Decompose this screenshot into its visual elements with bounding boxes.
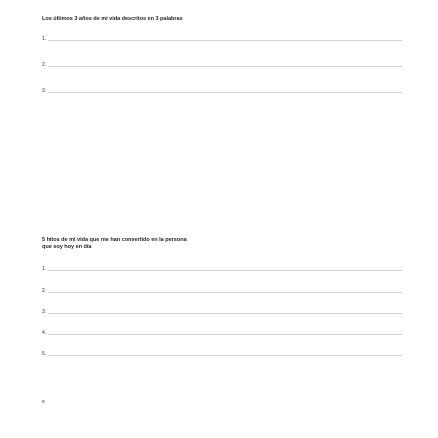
section-2-line-1[interactable] xyxy=(42,264,402,272)
line-number: 3. xyxy=(42,309,47,315)
answer-line xyxy=(48,40,402,41)
answer-line xyxy=(48,355,402,356)
section-1-line-1[interactable] xyxy=(42,34,402,42)
section-1-heading: Los últimos 3 años de mi vida descritos en 3 palabras xyxy=(42,16,183,22)
answer-line xyxy=(48,313,402,314)
answer-line xyxy=(48,66,402,67)
line-number: 2. xyxy=(42,62,47,68)
section-1-line-2[interactable] xyxy=(42,60,402,68)
line-number: 4. xyxy=(42,330,47,336)
answer-line xyxy=(48,334,402,335)
answer-line xyxy=(48,292,402,293)
line-number: 2. xyxy=(42,288,47,294)
section-2-line-2[interactable] xyxy=(42,286,402,294)
section-2-line-4[interactable] xyxy=(42,328,402,336)
footer-mark: e xyxy=(42,399,45,405)
section-2-line-5[interactable] xyxy=(42,349,402,357)
line-number: 1. xyxy=(42,36,47,42)
answer-line xyxy=(48,270,402,271)
section-2-heading: 5 hitos de mi vida que me han convertido en la persona que soy hoy en día xyxy=(42,237,187,250)
section-2-line-3[interactable] xyxy=(42,307,402,315)
line-number: 3. xyxy=(42,88,47,94)
answer-line xyxy=(48,92,402,93)
line-number: 1. xyxy=(42,266,47,272)
section-1-line-3[interactable] xyxy=(42,86,402,94)
line-number: 5. xyxy=(42,351,47,357)
